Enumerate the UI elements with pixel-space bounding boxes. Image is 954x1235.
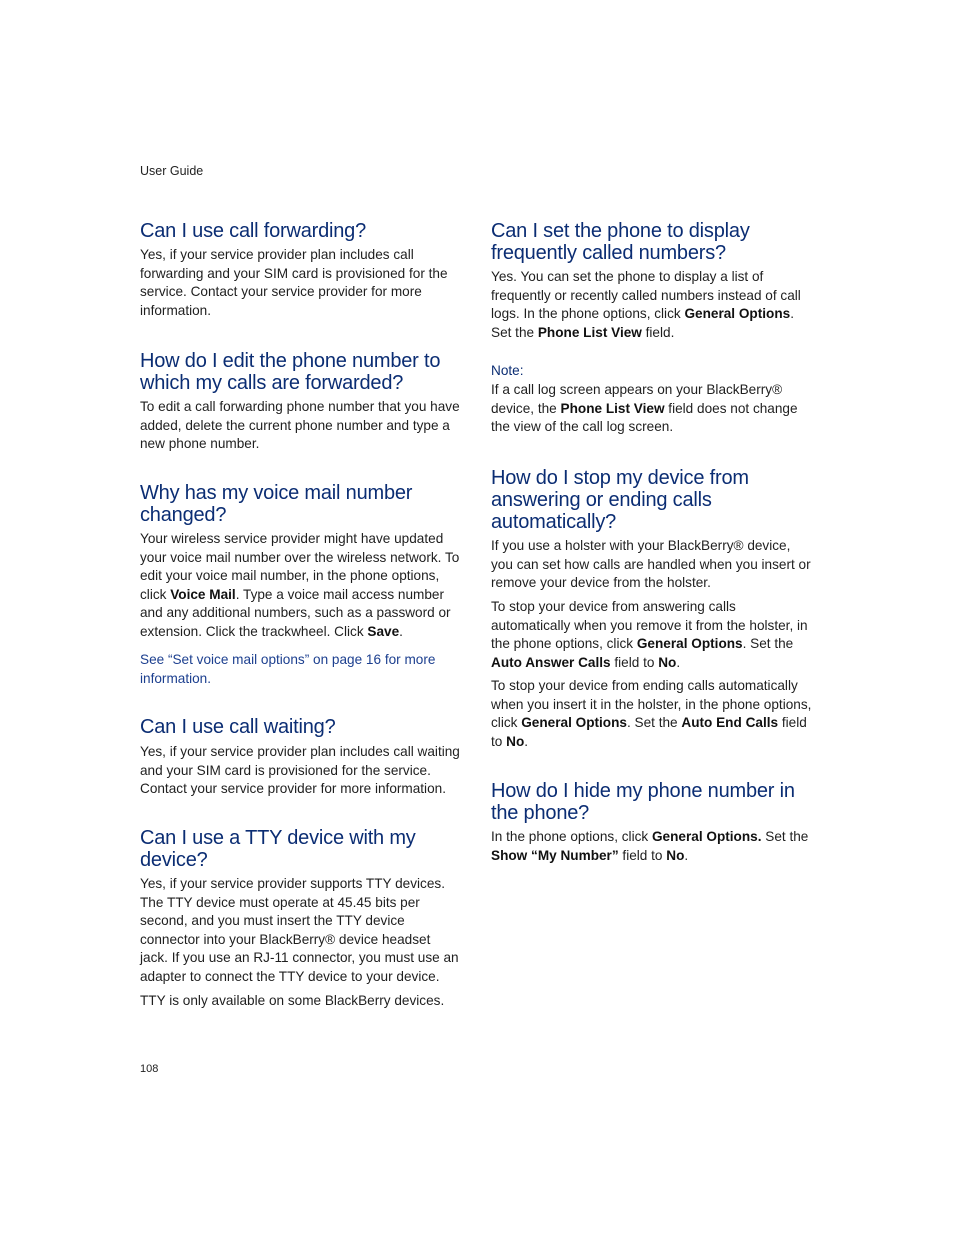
ui-term-auto-answer-calls: Auto Answer Calls	[491, 654, 611, 670]
text-run: .	[676, 654, 681, 670]
body-hide-number	[491, 828, 813, 865]
ui-term-no: No	[506, 733, 525, 749]
ui-term-show-my-number: Show “My Number”	[491, 847, 619, 863]
ui-term-phone-list-view: Phone List View	[537, 324, 642, 340]
heading-voice-mail-changed: Why has my voice mail number changed?	[140, 482, 413, 526]
ui-term-general-options: General Options.	[651, 829, 762, 844]
see-also-link-voice-mail-options[interactable]: See “Set voice mail options” on page 16 for more information.	[140, 652, 436, 686]
body-call-forwarding: Yes, if your service provider plan includes call forwarding and your SIM card is provisioned for the service. Contact your service provider for more information.	[140, 247, 448, 318]
heading-call-waiting: Can I use call waiting?	[140, 716, 336, 738]
heading-hide-number: How do I hide my phone number in the phone?	[491, 780, 795, 824]
text-run: In the phone options, click	[491, 829, 652, 844]
text-run: field to	[491, 715, 807, 749]
body-auto-end	[491, 677, 813, 751]
text-run: field to	[618, 847, 667, 863]
note-label: Note:	[491, 363, 524, 378]
text-run: To stop your device from ending calls automatically when you insert it in the holster, in the phone options, click	[491, 678, 812, 731]
body-auto-answer	[491, 598, 813, 672]
text-run: field does not change the view of the call log screen.	[491, 400, 798, 435]
text-run: . Set the	[626, 715, 682, 731]
heading-tty-device: Can I use a TTY device with my device?	[140, 827, 416, 871]
ui-term-general-options: General Options	[636, 636, 743, 652]
text-run: . Set the	[491, 306, 794, 340]
page-number: 108	[140, 1063, 159, 1075]
text-run: .	[684, 847, 689, 863]
text-run: .	[524, 733, 529, 749]
ui-term-auto-end-calls: Auto End Calls	[681, 715, 779, 731]
text-run: field.	[641, 324, 675, 340]
ui-term-general-options: General Options	[684, 306, 791, 322]
ui-term-save: Save	[367, 623, 400, 639]
body-voice-mail-changed	[140, 530, 462, 642]
text-run: Set the	[761, 829, 809, 844]
ui-term-no: No	[658, 654, 677, 670]
heading-edit-forward-number: How do I edit the phone number to which my calls are forwarded?	[140, 350, 441, 394]
ui-term-no: No	[666, 847, 685, 863]
heading-frequently-called: Can I set the phone to display frequently called numbers?	[491, 220, 750, 264]
heading-call-forwarding: Can I use call forwarding?	[140, 220, 367, 242]
text-run: If a call log screen appears on your BlackBerry® device, the	[491, 382, 783, 416]
text-run: To stop your device from answering calls automatically when you remove it from the holster, in the phone options, click	[491, 599, 808, 652]
ui-term-phone-list-view: Phone List View	[560, 400, 665, 416]
text-run: .	[399, 623, 403, 639]
body-tty-device: Yes, if your service provider supports TTY devices. The TTY device must operate at 45.45 bits per second, and you must insert the TTY device connector into your BlackBerry® device headset jack. If you use an RJ-11 connector, you must use an adapter to connect the TTY device to your device.	[140, 876, 459, 984]
running-header: User Guide	[140, 164, 204, 178]
text-run: Yes. You can set the phone to display a list of frequently or recently called numbers instead of call logs. In the phone options, click	[491, 269, 801, 322]
body-holster-intro: If you use a holster with your BlackBerry® device, you can set how calls are handled when you insert or remove your device from the holster.	[491, 538, 811, 591]
body-frequently-called	[491, 268, 813, 342]
body-tty-availability: TTY is only available on some BlackBerry devices.	[140, 993, 445, 1008]
body-edit-forward-number: To edit a call forwarding phone number that you have added, delete the current phone number and type a new phone number.	[140, 399, 460, 452]
ui-term-voice-mail: Voice Mail	[170, 586, 236, 602]
text-run: Your wireless service provider might have updated your voice mail number over the wireless network. To edit your voice mail number, in the phone options, click	[140, 531, 460, 602]
body-call-waiting: Yes, if your service provider plan includes call waiting and your SIM card is provisioned for the service. Contact your service provider for more information.	[140, 744, 460, 797]
text-run: . Set the	[742, 636, 794, 652]
text-run: . Type a voice mail access number and any additional numbers, such as a password or extension. Click the trackwheel. Click	[140, 586, 451, 639]
text-run: field to	[610, 654, 659, 670]
ui-term-general-options: General Options	[521, 715, 627, 731]
heading-stop-auto-answer: How do I stop my device from answering or ending calls automatically?	[491, 467, 749, 533]
note-body	[491, 381, 813, 437]
